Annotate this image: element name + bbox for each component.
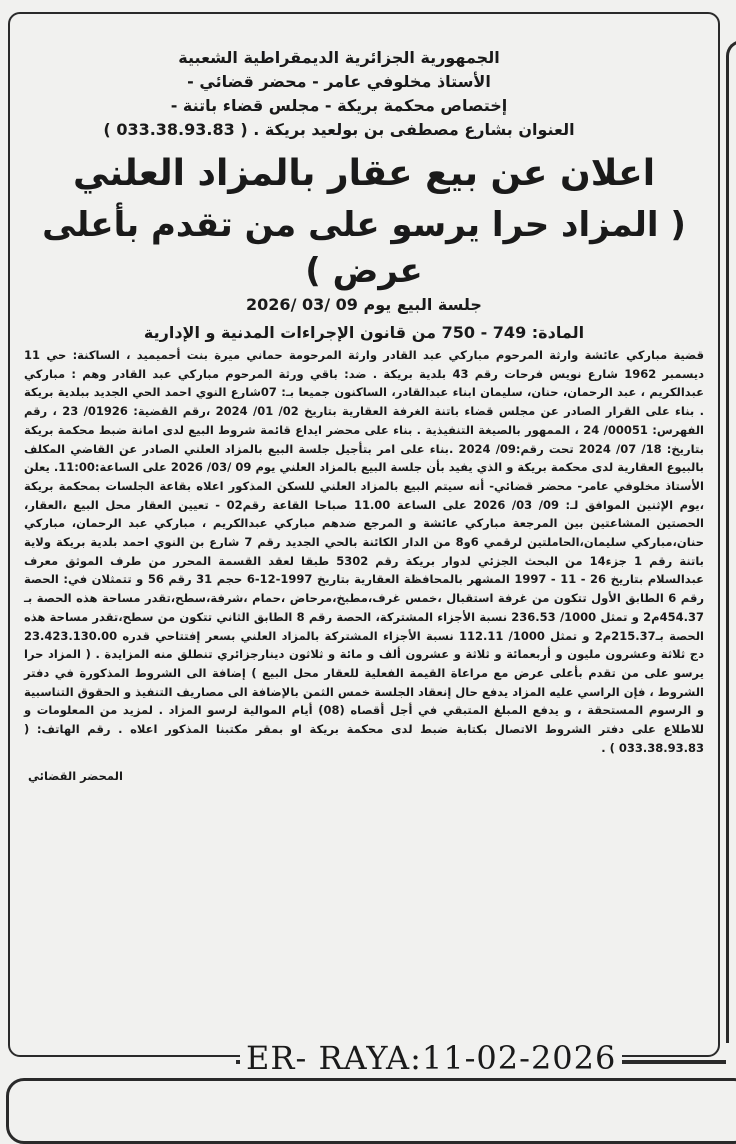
- notice-header: [10, 46, 718, 142]
- next-ad-border: [6, 1078, 736, 1144]
- publication-stamp: ER- RAYA:11-02-2026: [240, 1040, 622, 1076]
- legal-notice: [8, 12, 720, 1057]
- bailiff-name: الأستاذ مخلوفي عامر - محضر قضائي -: [187, 72, 491, 91]
- notice-subtitle: ( المزاد حرا يرسو على من تقدم بأعلى عرض ): [42, 205, 686, 291]
- notice-title: اعلان عن بيع عقار بالمزاد العلني: [72, 153, 656, 194]
- publication-footer: [0, 1040, 736, 1076]
- office-address: العنوان بشارع مصطفى بن بولعيد بريكة . ( 033.38.93.83 ): [103, 120, 575, 139]
- signature: المحضر القضائي: [28, 769, 123, 784]
- body-paragraph: قضية مباركي عائشة وارثة المرحوم مباركي عبد القادر وارثة المرحومة حماني ميرة بنت أحميميد ، الساكنة: حي 11 ديسمبر 1962 شارع نويس فرحات رقم 43 بلدية بريكة . ضد: باقي ورثة المرحوم مباركي عبد القادر وهم : مباركي عبدالكريم ، عبد الرحمان، حنان، سليمان ابناء عبدالقادر، الساكنون جميعا بـ: 07شارع النوي احمد الحي الجديد ببلدية بريكة . بناء على القرار الصادر عن مجلس قضاء باتنة الغرفة العقارية بتاريخ 02/ 01/ 2024 ،رقم القضية: 01926/ 23 ، رقم الفهرس: 00051/ 24 ، الممهور بالصيغة التنفيذية . بناء على محضر ايداع قائمة شروط البيع لدى امانة ضبط محكمة بريكة بتاريخ: 18/ 07/ 2024 تحت رقم:09/ 2024 .بناء على امر بتأجيل جلسة البيع بالمزاد العلني الصادر عن القاضي المكلف بالبيوع العقارية لدى محكمة بريكة و الذي يفيد بأن جلسة البيع بالمزاد العلني يوم 09 /03/ 2026 على الساعة:11:00. يعلن الأستاذ مخلوفي عامر- محضر قضائي- أنه سيتم البيع بالمزاد العلني للسكن المذكور اعلاه بقاعة الجلسات بمحكمة بريكة ،يوم الإثنين الموافق لـ: 09/ 03/ 2026 على الساعة 11.00 صباحا القاعة رقم02 - تعيين العقار محل البيع ،العقار، الحصتين المشاعتين بين المرجعة مباركي عائشة و المرجع ضدهم مباركي عبدالكريم ، مباركي عبد الرحمان، مباركي حنان،مباركي سليمان،الحاملتين لرقمي 6و8 من الدار الكائنة بالحي الجديد رقم 7 شارع بن النوي احمد بلدية بريكة ولاية باتنة رقم 1 جزء14 من البحث الجزئي لدوار بريكة رقم 5302 طبقا لعقد القسمة المحرر من طرف الموثق معرف عبدالسلام بتاريخ 26 - 11 - 1997 المشهر بالمحافظة العقارية بتاريخ 1997-12-6 حجم 31 رقم 56 و تتمثلان في: الحصة رقم 6 الطابق الأول تتكون من غرفة استقبال ،خمس غرف،مطبخ،مرحاض ،حمام ،شرفة،سطح،تقدر مساحة هذه الحصة بـ 454.37م2 و تمثل 1000/ 236.53 نسبة الأجزاء المشتركة، الحصة رقم 8 الطابق الثاني تتكون من سطح،تقدر مساحة هذه الحصة بـ215.37م2 و تمثل 1000/ 112.11 نسبة الأجزاء المشتركة بالمزاد العلني بسعر إفتتاحي قدره 23.423.130.00 دج ثلاثة وعشرون مليون و أربعمائة و ثلاثة و عشرون ألف و مائة و ثلاثون دينارجزائري تنطلق منه المزايدة . ( المزاد حرا يرسو على من تقدم بأعلى عرض مع مراعاة القيمة الفعلية للعقار محل البيع ) إضافة الى الشروط المذكورة في دفتر الشروط ، فإن الراسي عليه المزاد يدفع حال إنعقاد الجلسة خمس الثمن بالإضافة الى مصاريف التنفيذ و الحقوق التناسبية و الرسوم المستحقة ، و يدفع المبلغ المتبقي في أجل أقصاه (08) أيام الموالية لرسو المزاد . لمزيد من المعلومات و للاطلاع على دفتر الشروط الاتصال بكتابة ضبط لدى محكمة بريكة او بمقر مكتبنا المذكور اعلاه . رقم الهاتف: ( 033.38.93.83 ) .: [24, 348, 705, 755]
- jurisdiction: إختصاص محكمة بريكة - مجلس قضاء باتنة -: [170, 96, 508, 115]
- republic-name: الجمهورية الجزائرية الديمقراطية الشعبية: [178, 48, 500, 67]
- sale-session-date: جلسة البيع يوم 09 /03 /2026: [246, 295, 482, 314]
- adjacent-ad-border: [726, 40, 736, 1043]
- legal-articles: المادة: 749 - 750 من قانون الإجراءات المدنية و الإدارية: [143, 323, 585, 342]
- notice-body: [10, 346, 718, 757]
